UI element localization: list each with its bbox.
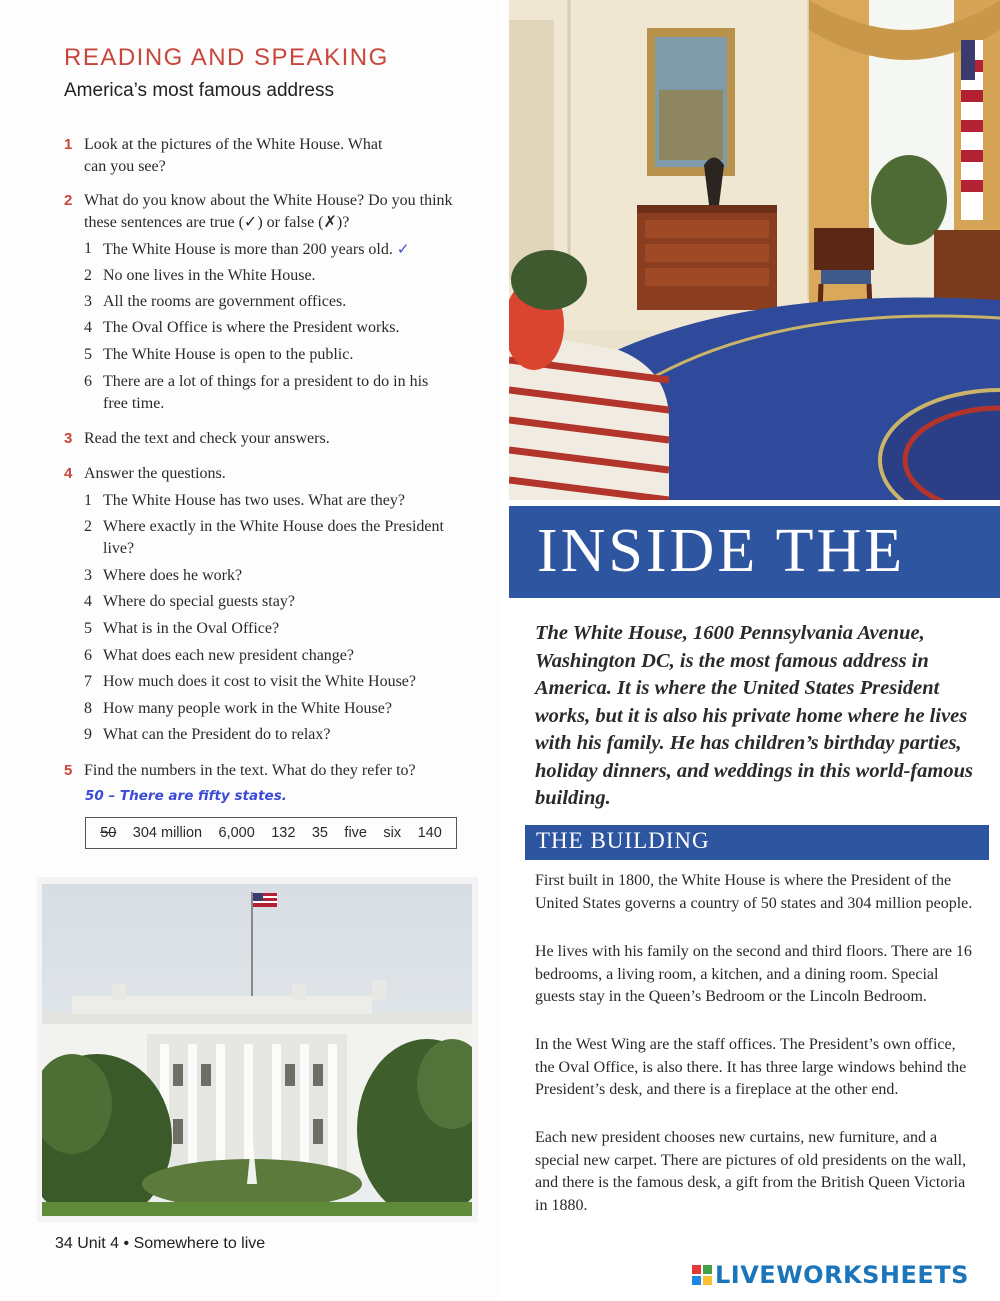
list-item: [84, 490, 474, 512]
number-item: 140: [417, 825, 442, 841]
item-number: 6: [84, 647, 92, 664]
question-number: 5: [64, 762, 73, 779]
article-paragraph: Each new president chooses new curtains, new furniture, and a special new carpet. There are pictures of old presidents on the wall, and there is the famous desk, a gift from the British Queen Victoria in 1880.: [535, 1129, 967, 1214]
answer-example[interactable]: 50 – There are fifty states.: [85, 788, 287, 804]
item-text: How many people work in the White House?: [103, 700, 392, 717]
article-intro: The White House, 1600 Pennsylvania Avenue, Washington DC, is the most famous address in America. It is where the United States President works, but it is also his private home where he lives with his family. He has children’s birthday parties, holiday dinners, and weddings in this world-famous building.: [535, 622, 974, 809]
item-text: The Oval Office is where the President works.: [103, 319, 400, 336]
article-title: INSIDE THE: [537, 517, 906, 585]
list-item: [84, 371, 454, 415]
list-item: [84, 671, 474, 693]
unit-title: Somewhere to live: [133, 1235, 266, 1252]
number-item: 132: [271, 825, 296, 841]
question-text: Read the text and check your answers.: [84, 430, 330, 447]
list-item: [84, 265, 474, 287]
list-item: [84, 344, 474, 366]
section-subtitle: America’s most famous address: [64, 80, 334, 101]
item-text: There are a lot of things for a president to do in his free time.: [103, 373, 429, 412]
item-text: What does each new president change?: [103, 647, 354, 664]
question-number: 1: [64, 136, 73, 153]
question-2: [64, 190, 474, 234]
item-text: The White House is open to the public.: [103, 346, 354, 363]
grid-icon: [692, 1265, 712, 1285]
item-number: 4: [84, 319, 92, 336]
list-item: [84, 565, 474, 587]
list-item: [84, 238, 474, 261]
section-title: READING AND SPEAKING: [64, 44, 389, 71]
unit-label: Unit 4: [77, 1235, 120, 1252]
article-banner: [509, 506, 1000, 598]
number-item: five: [344, 825, 367, 841]
item-number: 3: [84, 293, 92, 310]
item-text: Where does he work?: [103, 567, 243, 584]
item-text: Where exactly in the White House does the President live?: [103, 518, 444, 557]
oval-office-photo: [509, 0, 1000, 500]
item-number: 3: [84, 567, 92, 584]
item-text: The White House is more than 200 years old.: [103, 241, 393, 258]
numbers-box: [85, 817, 457, 849]
list-item: [84, 645, 474, 667]
number-item: 304 million: [132, 825, 203, 841]
page-number: 34: [55, 1235, 73, 1252]
item-number: 7: [84, 673, 92, 690]
item-number: 4: [84, 593, 92, 610]
list-item: [84, 618, 474, 640]
question-number: 2: [64, 192, 73, 209]
liveworksheets-logo[interactable]: [692, 1261, 969, 1289]
item-number: 6: [84, 373, 92, 390]
number-item: 6,000: [218, 825, 255, 841]
check-mark-icon[interactable]: ✓: [396, 240, 410, 258]
number-item: 35: [311, 825, 328, 841]
article-paragraph: He lives with his family on the second and third floors. There are 16 bedrooms, a living room, a kitchen, and a dining room. Special guests stay in the Queen’s Bedroom or the Lincoln Bedroom.: [535, 943, 972, 1005]
item-number: 1: [84, 240, 92, 257]
item-text: What is in the Oval Office?: [103, 620, 280, 637]
item-text: No one lives in the White House.: [103, 267, 316, 284]
article-paragraph: First built in 1800, the White House is where the President of the United States governs a country of 50 states and 304 million people.: [535, 872, 973, 912]
list-item: [84, 516, 444, 560]
section-heading: THE BUILDING: [536, 828, 710, 853]
question-text: Find the numbers in the text. What do they refer to?: [84, 762, 416, 779]
item-text: All the rooms are government offices.: [103, 293, 347, 310]
section-heading-bar: [525, 825, 989, 860]
item-number: 5: [84, 620, 92, 637]
page-footer: [55, 1235, 265, 1253]
item-number: 2: [84, 267, 92, 284]
list-item: [84, 591, 474, 613]
item-number: 2: [84, 518, 92, 535]
item-number: 8: [84, 700, 92, 717]
question-text: Look at the pictures of the White House. What can you see?: [84, 136, 383, 175]
white-house-illustration: [42, 884, 472, 1216]
oval-office-illustration: [509, 0, 1000, 500]
question-4: [64, 463, 474, 485]
item-number: 9: [84, 726, 92, 743]
item-number: 1: [84, 492, 92, 509]
list-item: [84, 291, 474, 313]
list-item: [84, 698, 474, 720]
item-text: What can the President do to relax?: [103, 726, 331, 743]
item-text: How much does it cost to visit the White House?: [103, 673, 416, 690]
item-number: 5: [84, 346, 92, 363]
list-item: [84, 724, 474, 746]
list-item: [84, 317, 474, 339]
question-5: [64, 760, 474, 782]
question-text: Answer the questions.: [84, 465, 226, 482]
white-house-photo: [37, 877, 478, 1222]
question-1: [64, 134, 474, 178]
question-3: [64, 428, 474, 450]
question-number: 4: [64, 465, 73, 482]
item-text: The White House has two uses. What are they?: [103, 492, 405, 509]
logo-text: LIVEWORKSHEETS: [715, 1261, 969, 1289]
footer-separator: •: [123, 1235, 130, 1252]
question-text: What do you know about the White House? Do you think these sentences are true (✓) or false (✗)?: [84, 192, 453, 231]
article-paragraph: In the West Wing are the staff offices. The President’s own office, the Oval Office, is also there. It has three large windows behind the President’s desk, and there is a fireplace at the other end.: [535, 1036, 967, 1098]
question-number: 3: [64, 430, 73, 447]
item-text: Where do special guests stay?: [103, 593, 295, 610]
number-item: 50: [100, 825, 117, 841]
number-item: six: [383, 825, 402, 841]
